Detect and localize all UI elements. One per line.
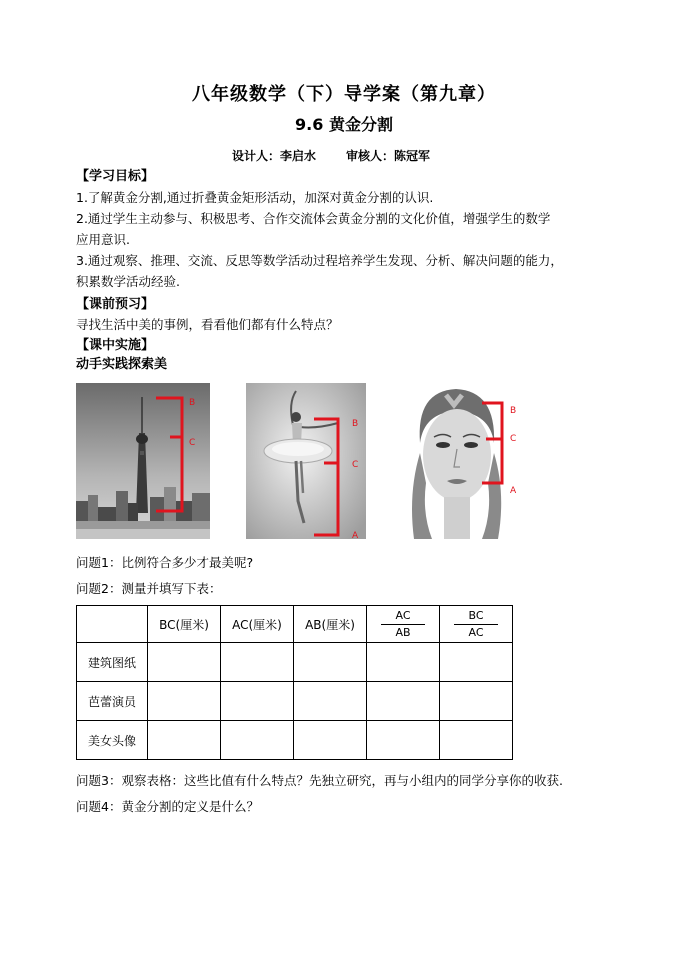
table-header: AB(厘米) — [294, 606, 367, 643]
tower-illustration — [76, 383, 210, 539]
table-row — [77, 721, 513, 760]
fraction-denominator: AB — [395, 625, 411, 639]
inclass-heading: 【课中实施】 — [76, 338, 155, 353]
dancer-label-b: B — [352, 419, 359, 429]
row-label: 美女头像 — [77, 721, 148, 760]
tower-label-b: B — [189, 398, 196, 408]
question-4: 问题4：黄金分割的定义是什么？ — [76, 799, 259, 814]
reviewer: 审核人：陈冠军 — [346, 149, 431, 163]
objective-item: 积累数学活动经验. — [76, 274, 180, 289]
table-header-row — [77, 606, 513, 643]
dancer-illustration — [246, 383, 366, 539]
row-label: 芭蕾演员 — [77, 682, 148, 721]
table-cell[interactable] — [440, 682, 513, 721]
face-label-a: A — [510, 486, 517, 496]
fraction-numerator: BC — [468, 608, 484, 622]
preview-heading: 【课前预习】 — [76, 297, 155, 312]
objective-item: 1.了解黄金分割,通过折叠黄金矩形活动，加深对黄金分割的认识. — [76, 190, 434, 205]
table-cell[interactable] — [148, 682, 221, 721]
fraction — [454, 609, 498, 640]
face-illustration — [398, 383, 528, 539]
preview-text: 寻找生活中美的事例，看看他们都有什么特点？ — [76, 317, 339, 332]
authors-line — [232, 147, 430, 164]
table-cell[interactable] — [221, 643, 294, 682]
question-2: 问题2：测量并填写下表： — [76, 581, 222, 596]
tower-label-c: C — [189, 438, 196, 448]
table-cell[interactable] — [294, 721, 367, 760]
table-cell[interactable] — [294, 682, 367, 721]
table-cell[interactable] — [221, 721, 294, 760]
measurement-table — [76, 605, 513, 760]
table-cell[interactable] — [440, 643, 513, 682]
table-header: AC(厘米) — [221, 606, 294, 643]
face-label-c: C — [510, 434, 517, 444]
table-cell[interactable] — [367, 721, 440, 760]
inclass-subheading: 动手实践探索美 — [76, 357, 168, 372]
tower-image — [76, 383, 210, 539]
page-title: 八年级数学（下）导学案（第九章） — [192, 84, 496, 105]
objective-item: 3.通过观察、推理、交流、反思等数学活动过程培养学生发现、分析、解决问题的能力， — [76, 253, 563, 268]
table-row — [77, 643, 513, 682]
fraction — [381, 609, 425, 640]
question-1: 问题1：比例符合多少才最美呢? — [76, 555, 254, 570]
question-3: 问题3：观察表格：这些比值有什么特点？先独立研究，再与小组内的同学分享你的收获. — [76, 773, 563, 788]
table-cell[interactable] — [367, 643, 440, 682]
table-header: BC(厘米) — [148, 606, 221, 643]
fraction-denominator: AC — [468, 625, 484, 639]
table-corner-cell — [77, 606, 148, 643]
table-header-frac-bc-ac — [440, 606, 513, 643]
objectives-heading: 【学习目标】 — [76, 169, 155, 184]
table-row — [77, 682, 513, 721]
fraction-numerator: AC — [395, 608, 411, 622]
lesson-subtitle: 9.6 黄金分割 — [295, 115, 393, 134]
table-cell[interactable] — [148, 643, 221, 682]
table-cell[interactable] — [294, 643, 367, 682]
table-cell[interactable] — [148, 721, 221, 760]
face-image — [398, 383, 528, 539]
dancer-label-a: A — [352, 531, 359, 539]
objective-item: 应用意识. — [76, 232, 130, 247]
table-header-frac-ac-ab — [367, 606, 440, 643]
objective-item: 2.通过学生主动参与、积极思考、合作交流体会黄金分割的文化价值，增强学生的数学 — [76, 211, 551, 226]
row-label: 建筑图纸 — [77, 643, 148, 682]
dancer-label-c: C — [352, 460, 359, 470]
designer: 设计人：李启水 — [232, 149, 317, 163]
face-label-b: B — [510, 406, 517, 416]
table-cell[interactable] — [221, 682, 294, 721]
table-cell[interactable] — [367, 682, 440, 721]
table-cell[interactable] — [440, 721, 513, 760]
dancer-image — [246, 383, 366, 539]
